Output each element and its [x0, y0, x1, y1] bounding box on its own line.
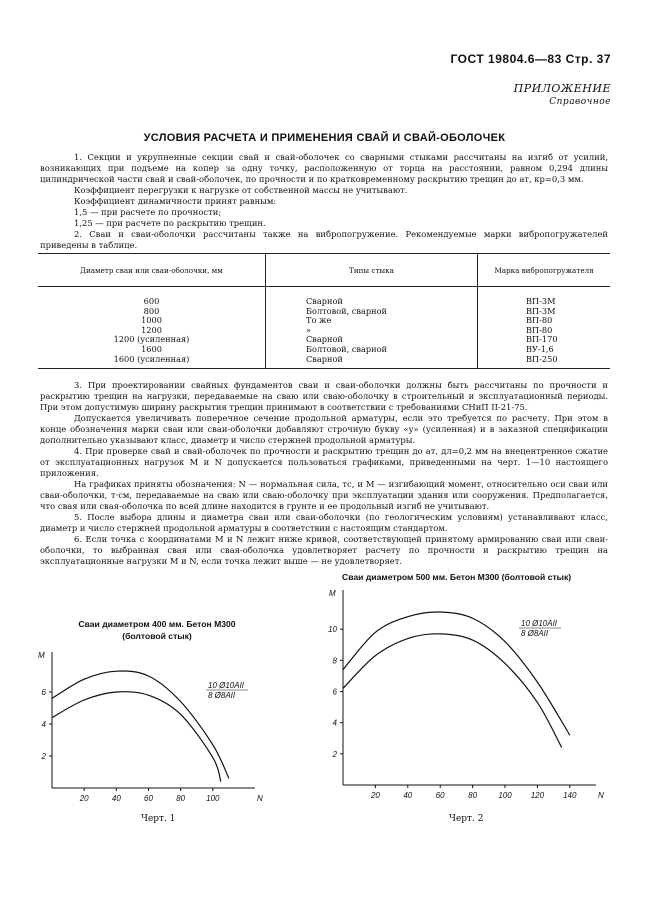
table-header-mark: Марка вибропогружателя — [478, 254, 611, 287]
table-cell: » — [306, 324, 312, 335]
page-header: ГОСТ 19804.6—83 Стр. 37 — [450, 52, 611, 66]
x-tick-label: 20 — [370, 791, 380, 800]
chart-2-caption: Черт. 2 — [449, 814, 484, 824]
x-tick-label: 100 — [206, 794, 220, 803]
x-tick-label: 40 — [111, 794, 121, 803]
y-tick-label: 10 — [328, 625, 337, 635]
table-cell: Сварной — [306, 353, 343, 364]
table-cell: 1200 — [141, 324, 162, 335]
paragraph-5: На графиках приняты обозначения: N — нормальная сила, тс, и M — изгибающий момент, относительно оси сваи или сваи-оболочки, т·см, передаваемые на сваю или сваю-оболочку при эксплуатации здания или сооружения. Предполагается, что свая или свая-оболочка по всей длине находится в грунте и ее продольный изгиб не учитывают. — [40, 479, 608, 511]
x-tick-label: 140 — [563, 791, 577, 800]
table-cell: 1200 (усиленная) — [113, 334, 190, 345]
y-tick-label: 4 — [332, 718, 337, 728]
table-cell: ВП-3М — [526, 305, 556, 316]
table-cell: 800 — [143, 305, 160, 316]
table-cell: Болтовой, сварной — [306, 343, 387, 354]
table-cell: 1600 (усиленная) — [113, 353, 190, 364]
section-3 — [40, 380, 608, 567]
table-cell: ВП-170 — [526, 334, 558, 345]
y-tick-label: 4 — [41, 720, 46, 729]
table-cell: ВП-250 — [526, 353, 558, 364]
x-axis-label: N — [598, 791, 604, 800]
table-cell: ВУ-1,6 — [526, 343, 554, 354]
series-label-1: 10 Ø10АII — [521, 619, 558, 628]
section-1 — [40, 152, 608, 251]
x-tick-label: 20 — [79, 794, 89, 803]
table-cell: 1600 — [141, 343, 162, 354]
chart-1 — [30, 648, 270, 808]
paragraph-7: 6. Если точка с координатами M и N лежит ниже кривой, соответствующей принятому армированию сваи или сваи-оболочки, то выбранная свая или свая-оболочка удовлетворяет расчету по прочности и раскрытию трещин на эксплуатационные нагрузки M и N, если точка лежит выше — не удовлетворяет. — [40, 534, 608, 566]
y-tick-label: 2 — [41, 752, 46, 761]
paragraph-3b: Допускается увеличивать поперечное сечение продольной арматуры, если это требуется по расчету. При этом в конце обозначения марки сваи или сваи-оболочки добавляют строчную букву «у» (усиленная) и в заказной спецификации дополнительно указывают класс, диаметр и число стержней продольной арматуры. — [40, 413, 608, 445]
appendix-title: ПРИЛОЖЕНИЕ — [513, 82, 611, 95]
y-axis-label: M — [329, 589, 336, 598]
table-header-joint: Типы стыка — [266, 254, 478, 287]
appendix-label — [514, 82, 611, 107]
y-tick-label: 6 — [332, 687, 337, 697]
series-line-2 — [52, 692, 221, 782]
table-cell: Сварной — [306, 334, 343, 345]
paragraph-2: 2. Сваи и сваи-оболочки рассчитаны также на вибропогружение. Рекомендуемые марки вибропогружателей приведены в таблице. — [40, 229, 608, 250]
series-line-2 — [343, 634, 562, 748]
table-cell: То же — [306, 315, 332, 326]
table-cell: ВП-80 — [526, 315, 553, 326]
table-cell: 1000 — [141, 315, 162, 326]
x-tick-label: 60 — [435, 791, 445, 800]
paragraph-1b: Коэффициент перегрузки к нагрузке от собственной массы не учитывают. — [74, 185, 408, 195]
series-line-1 — [52, 671, 229, 778]
paragraph-1e: 1,25 — при расчете по раскрытию трещин. — [74, 218, 266, 228]
paragraph-1c: Коэффициент динамичности принят равным: — [74, 196, 277, 206]
chart-2 — [318, 588, 618, 813]
x-tick-label: 80 — [468, 791, 478, 800]
table-cell: Сварной — [306, 296, 343, 306]
x-tick-label: 80 — [176, 794, 186, 803]
x-tick-label: 120 — [530, 791, 545, 800]
diameter-column — [38, 287, 266, 369]
vibrodriver-table — [38, 253, 610, 369]
y-tick-label: 6 — [41, 688, 46, 697]
y-axis-label: M — [38, 651, 45, 660]
x-axis-label: N — [257, 794, 263, 803]
paragraph-6: 5. После выбора длины и диаметра сваи или сваи-оболочки (по геологическим условиям) устанавливают класс, диаметр и число стержней продольной арматуры в соответствии с настоящим стандартом. — [40, 512, 608, 533]
paragraph-3: 3. При проектировании свайных фундаментов сваи и сваи-оболочки должны быть рассчитаны по прочности и раскрытию трещин на нагрузки, передаваемые на сваю или сваю-оболочку в строительный и эксплуатационный периоды. При этом допустимую ширину раскрытия трещин принимают в соответствии с требованиями СНиП II-21-75. — [40, 380, 608, 412]
chart-1-title: Сваи диаметром 400 мм. Бетон М300 (болтовой стык) — [78, 619, 236, 641]
table-header-diameter: Диаметр сваи или сваи-оболочки, мм — [38, 254, 266, 287]
x-tick-label: 100 — [498, 791, 512, 800]
document-title: УСЛОВИЯ РАСЧЕТА И ПРИМЕНЕНИЯ СВАЙ И СВАЙ-ОБОЛОЧЕК — [143, 132, 506, 144]
series-label-2: 8 Ø8АII — [208, 691, 236, 700]
paragraph-1d: 1,5 — при расчете по прочности; — [74, 207, 222, 217]
paragraph-4: 4. При проверке свай и свай-оболочек по прочности и раскрытию трещин до aт, дл=0,2 мм на внецентренное сжатие от эксплуатационных нагрузок M и N допускается пользоваться графиками, приведенными на черт. 1—10 настоящего приложения. — [40, 446, 608, 478]
series-label-2: 8 Ø8АII — [521, 629, 549, 638]
chart-1-caption: Черт. 1 — [141, 814, 176, 824]
series-label-1: 10 Ø10АII — [208, 681, 245, 690]
table-cell: 600 — [143, 296, 160, 306]
appendix-subtitle: Справочное — [549, 97, 611, 107]
table-cell: ВП-3М — [526, 296, 556, 306]
joint-column — [266, 287, 478, 369]
chart-2-title: Сваи диаметром 500 мм. Бетон М300 (болтовой стык) — [342, 572, 572, 582]
x-tick-label: 60 — [144, 794, 153, 803]
table-cell: Болтовой, сварной — [306, 305, 387, 316]
paragraph-1: 1. Секции и укрупненные секции свай и свай-оболочек со сварными стыками рассчитаны на изгиб от усилий, возникающих при подъеме на копер за одну точку, расположенную от торца на расстоянии, равном 0,294 длины цилиндрической части свай и свай-оболочек, по прочности и по кратковременному раскрытию трещин до aт, кр=0,3 мм. — [40, 152, 608, 184]
y-tick-label: 8 — [332, 656, 337, 666]
table-cell: ВП-80 — [526, 324, 553, 335]
y-tick-label: 2 — [332, 749, 337, 759]
mark-column — [478, 287, 611, 369]
x-tick-label: 40 — [403, 791, 413, 800]
